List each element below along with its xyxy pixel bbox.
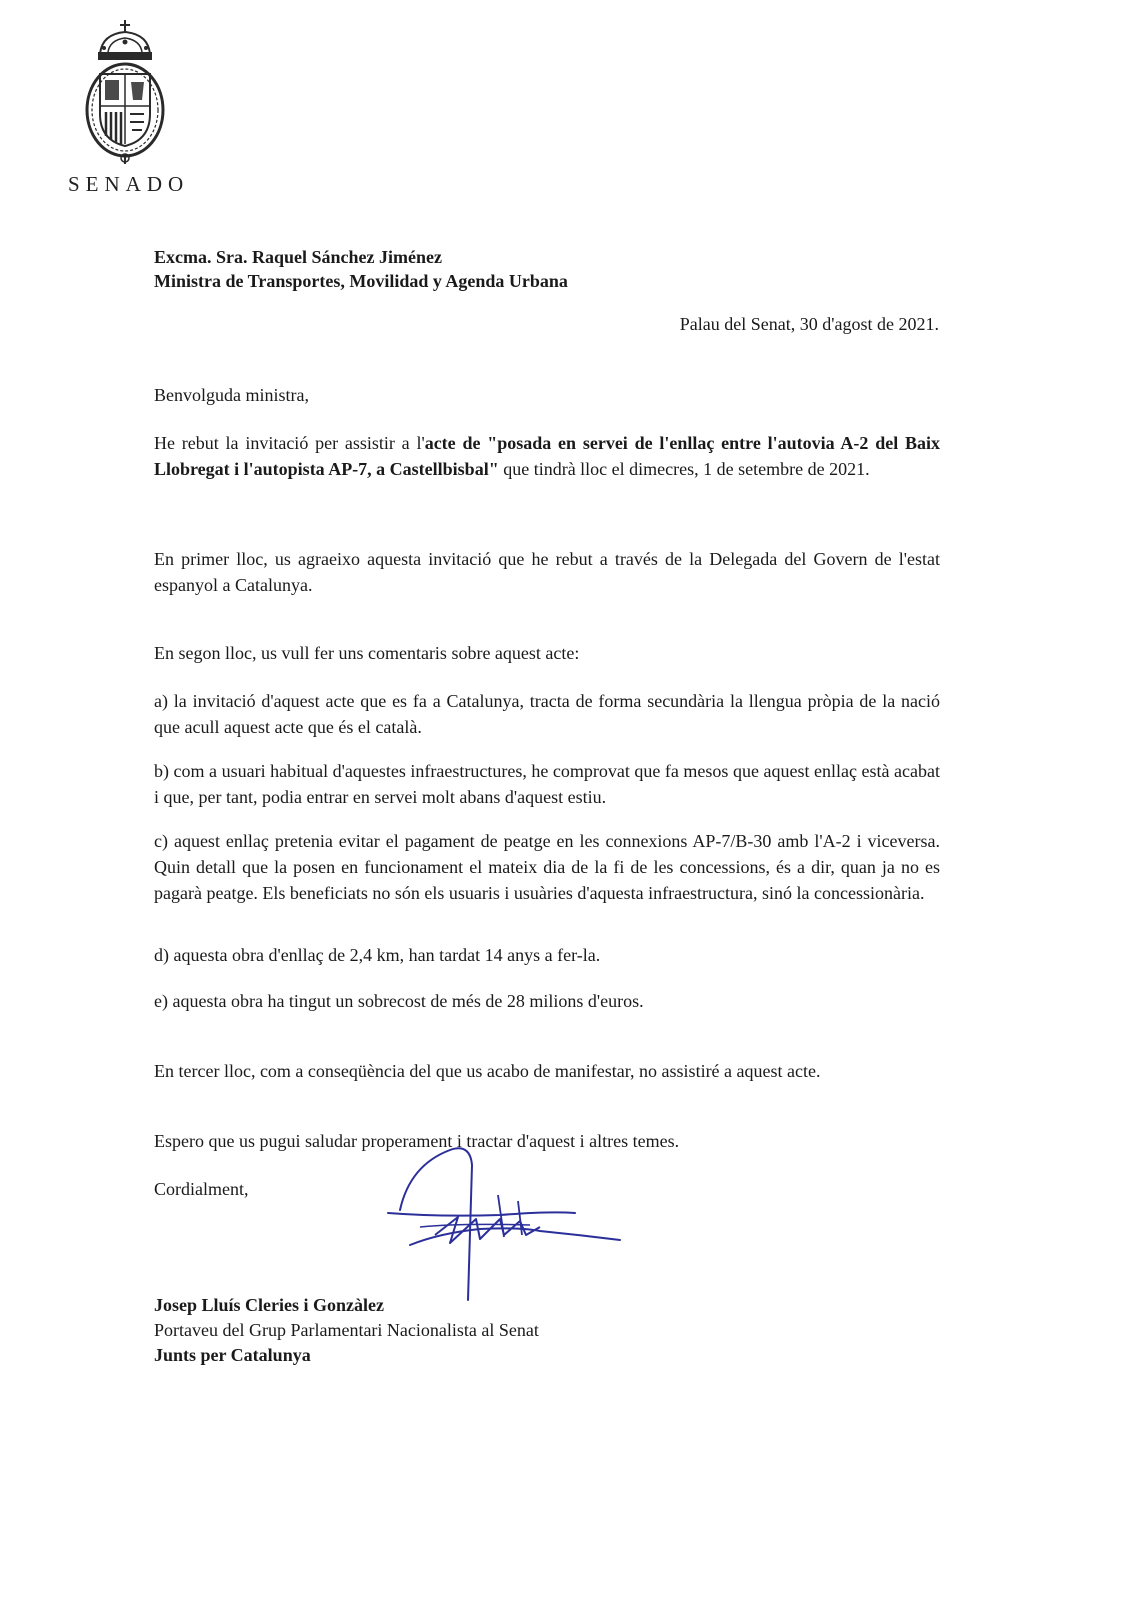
paragraph-invitation-text — [154, 430, 940, 482]
greeting — [154, 382, 940, 408]
paragraph-farewell-text: Espero que us pugui saludar properament i tractar d'aquest i altres temes. — [154, 1131, 680, 1151]
point-d — [154, 942, 940, 968]
point-b — [154, 758, 940, 810]
senado-crest-icon — [80, 18, 170, 166]
paragraph-first — [154, 546, 940, 598]
handwritten-signature — [380, 1135, 630, 1305]
point-a-text: a) la invitació d'aquest acte que es fa a Catalunya, tracta de forma secundària la llengua pròpia de la nació que acull aquest acte que és el català. — [154, 691, 940, 737]
point-c — [154, 828, 940, 906]
paragraph-invitation-end: que tindrà lloc el dimecres, 1 de setembre de 2021. — [498, 459, 870, 479]
paragraph-second — [154, 640, 940, 666]
point-b-text: b) com a usuari habitual d'aquestes infraestructures, he comprovat que fa mesos que aquest enllaç està acabat i que, per tant, podia entrar en servei molt abans d'aquest estiu. — [154, 761, 940, 807]
greeting-text: Benvolguda ministra, — [154, 385, 309, 405]
closing-text: Cordialment, — [154, 1179, 249, 1199]
point-e-text: e) aquesta obra ha tingut un sobrecost de més de 28 milions d'euros. — [154, 991, 644, 1011]
paragraph-invitation-start: He rebut la invitació per assistir a l' — [154, 433, 425, 453]
date-line: Palau del Senat, 30 d'agost de 2021. — [679, 314, 939, 334]
recipient-block — [154, 245, 568, 293]
point-c-text: c) aquest enllaç pretenia evitar el pagament de peatge en les connexions AP-7/B-30 amb l'A-2 i viceversa. Quin detall que la posen en funcionament el mateix dia de la fi de les concessions, és a dir, quan ja no es pagarà peatge. Els beneficiats no són els usuaris i usuàries d'aquesta infraestructura, sinó la concessionària. — [154, 831, 940, 903]
paragraph-second-text: En segon lloc, us vull fer uns comentaris sobre aquest acte: — [154, 643, 580, 663]
recipient-name: Excma. Sra. Raquel Sánchez Jiménez — [154, 247, 442, 267]
recipient-title: Ministra de Transportes, Movilidad y Agenda Urbana — [154, 271, 568, 291]
signer-block — [154, 1293, 539, 1368]
signer-role: Portaveu del Grup Parlamentari Nacionalista al Senat — [154, 1320, 539, 1340]
event-title: acte de "posada en servei de l'enllaç entre l'autovia A-2 del Baix Llobregat i l'autopista AP-7, a Castellbisbal" — [154, 433, 940, 479]
point-a — [154, 688, 940, 740]
institution-name: SENADO — [68, 172, 190, 196]
point-d-text: d) aquesta obra d'enllaç de 2,4 km, han tardat 14 anys a fer-la. — [154, 945, 601, 965]
paragraph-invitation — [154, 430, 940, 482]
paragraph-first-text: En primer lloc, us agraeixo aquesta invitació que he rebut a través de la Delegada del Govern de l'estat espanyol a Catalunya. — [154, 549, 940, 595]
letterhead — [62, 18, 188, 197]
signer-name: Josep Lluís Cleries i Gonzàlez — [154, 1295, 384, 1315]
point-e — [154, 988, 940, 1014]
signer-party: Junts per Catalunya — [154, 1345, 311, 1365]
paragraph-third — [154, 1058, 940, 1084]
paragraph-third-text: En tercer lloc, com a conseqüència del que us acabo de manifestar, no assistiré a aquest acte. — [154, 1061, 821, 1081]
